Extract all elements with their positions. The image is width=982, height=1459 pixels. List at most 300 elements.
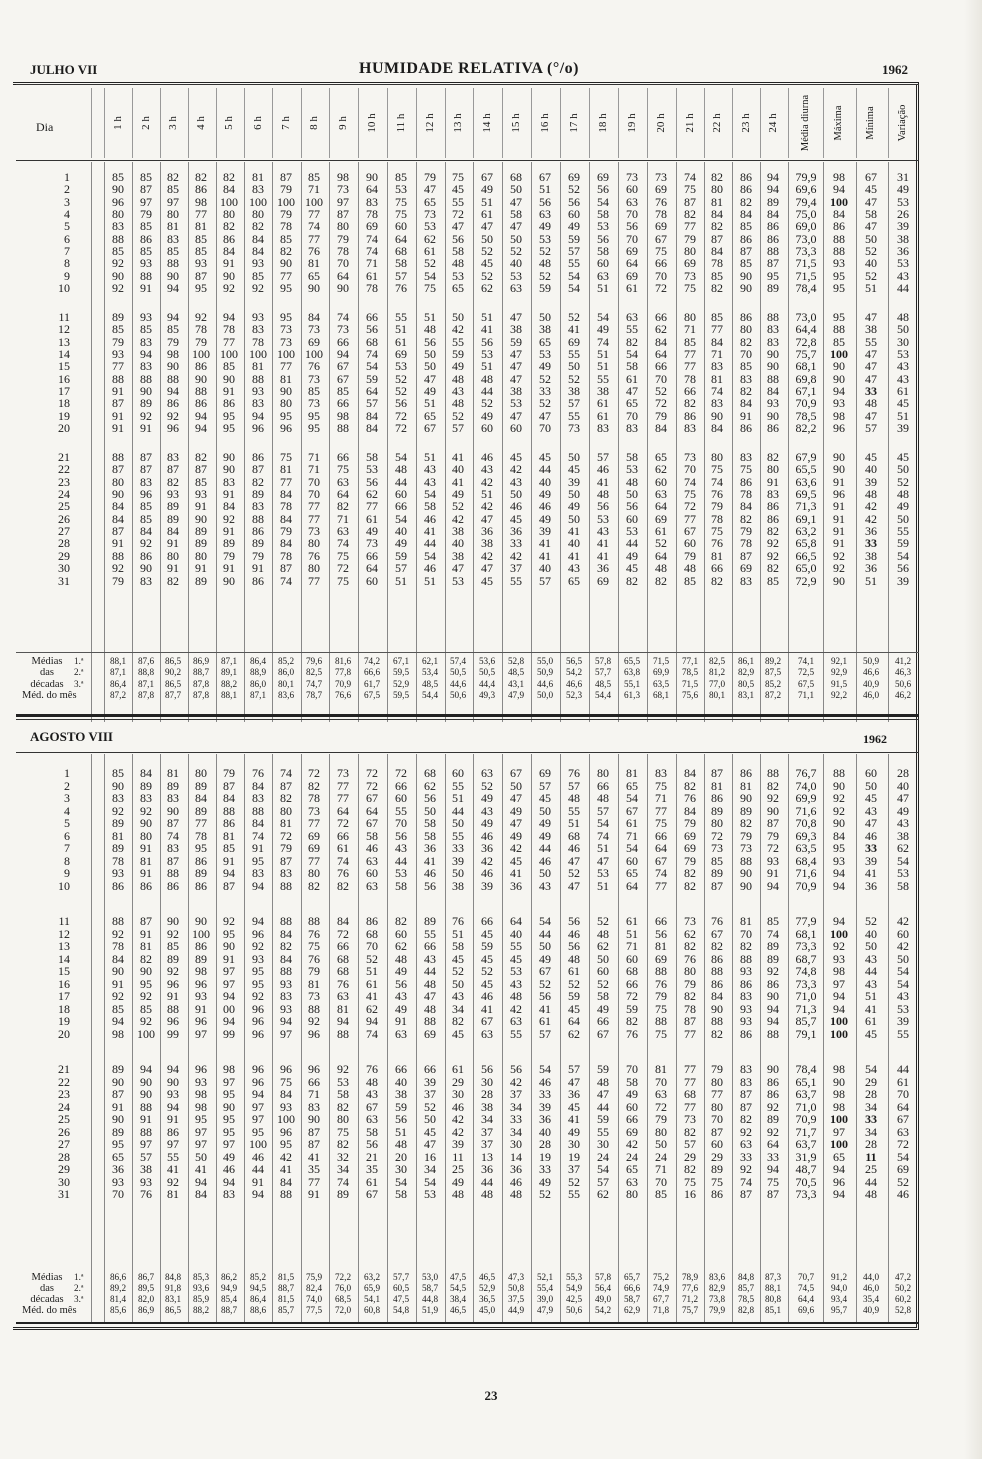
cell-august-r30-c2: 93 xyxy=(140,1174,152,1189)
cell-august-r23-c17: 36 xyxy=(568,1087,580,1101)
cell-july-r10-c20: 72 xyxy=(655,281,667,296)
cell-july-r9-c20: 70 xyxy=(655,268,667,283)
column-divider xyxy=(856,88,857,158)
cell-august-r13-c9: 66 xyxy=(337,939,349,953)
cell-august-r16-c23: 86 xyxy=(740,976,752,991)
cell-july-r1-c26: 98 xyxy=(833,170,845,184)
cell-august-r5-c21: 79 xyxy=(684,816,696,830)
cell-august-r7-c19: 54 xyxy=(626,841,638,855)
august-column-divider xyxy=(560,754,561,1322)
cell-august-r10-c25: 70,9 xyxy=(795,878,817,893)
cell-july-r29-c24: 92 xyxy=(767,548,779,563)
cell-august-r3-c21: 76 xyxy=(684,791,696,805)
cell-july-r15-c20: 66 xyxy=(655,359,667,374)
cell-august-r10-c19: 64 xyxy=(626,878,638,893)
means-july-r2-c12: 53,4 xyxy=(421,667,439,678)
cell-august-r26-c8: 87 xyxy=(308,1124,320,1139)
means-july-r3-c14: 44,4 xyxy=(478,678,496,689)
cell-august-r15-c17: 61 xyxy=(568,964,580,978)
cell-august-r5-c13: 50 xyxy=(452,816,464,830)
cell-august-r2-c6: 84 xyxy=(252,778,264,793)
column-header-25: Média diurna xyxy=(800,94,811,152)
cell-july-r19-c4: 94 xyxy=(195,408,207,423)
cell-july-r27-c2: 84 xyxy=(140,524,152,539)
cell-august-r23-c6: 94 xyxy=(252,1087,264,1101)
july-bottom-rule-2 xyxy=(16,719,919,720)
cell-july-r9-c5: 90 xyxy=(223,268,235,283)
cell-august-r2-c20: 75 xyxy=(655,778,667,793)
cell-july-r21-c25: 67,9 xyxy=(795,450,817,464)
cell-august-r5-c26: 90 xyxy=(833,816,845,830)
cell-july-r10-c5: 92 xyxy=(223,281,235,296)
cell-august-r28-c8: 41 xyxy=(308,1149,320,1164)
cell-july-r6-c16: 53 xyxy=(539,231,551,246)
cell-july-r18-c3: 86 xyxy=(167,396,179,411)
cell-july-r12-c10: 56 xyxy=(366,322,378,337)
cell-july-r28-c26: 91 xyxy=(833,536,845,551)
cell-august-r4-c19: 67 xyxy=(626,803,638,818)
column-divider xyxy=(188,88,189,158)
cell-july-r31-c2: 83 xyxy=(140,573,152,588)
august-column-divider xyxy=(589,754,590,1322)
cell-august-r27-c10: 56 xyxy=(366,1137,378,1151)
cell-july-r5-c17: 49 xyxy=(568,219,580,234)
column-header-28: Variação xyxy=(897,104,908,142)
cell-august-r28-c2: 57 xyxy=(140,1149,152,1164)
cell-august-r24-c19: 60 xyxy=(626,1099,638,1114)
cell-august-r12-c13: 51 xyxy=(452,926,464,941)
means-july-r2-c3: 90,2 xyxy=(164,667,182,678)
cell-july-r10-c14: 62 xyxy=(481,281,493,296)
cell-august-r15-c26: 98 xyxy=(833,964,845,978)
cell-august-r5-c1: 89 xyxy=(112,816,124,830)
cell-july-r28-c6: 89 xyxy=(252,536,264,551)
cell-august-r25-c24: 89 xyxy=(767,1112,779,1126)
cell-july-r14-c9: 94 xyxy=(337,347,349,362)
cell-july-r17-c12: 49 xyxy=(424,384,436,399)
cell-august-r31-c5: 83 xyxy=(223,1187,235,1201)
cell-august-r5-c20: 75 xyxy=(655,816,667,830)
means-label-2: das xyxy=(40,1283,54,1294)
cell-august-r20-c13: 45 xyxy=(452,1026,464,1041)
cell-july-r31-c9: 75 xyxy=(337,573,349,588)
cell-august-r13-c0: 13 xyxy=(58,939,70,953)
column-divider xyxy=(445,88,446,158)
cell-july-r10-c22: 82 xyxy=(711,281,723,296)
cell-august-r11-c2: 87 xyxy=(140,914,152,928)
cell-august-r17-c25: 71,0 xyxy=(795,989,817,1003)
cell-august-r26-c10: 58 xyxy=(366,1124,378,1139)
cell-august-r20-c18: 67 xyxy=(597,1026,609,1041)
cell-august-r30-c13: 49 xyxy=(452,1174,464,1189)
cell-july-r28-c17: 40 xyxy=(568,536,580,551)
cell-july-r9-c4: 87 xyxy=(195,268,207,283)
cell-august-r7-c12: 36 xyxy=(424,841,436,855)
cell-july-r20-c0: 20 xyxy=(58,421,70,436)
cell-july-r19-c3: 92 xyxy=(167,408,179,423)
cell-august-r24-c11: 59 xyxy=(395,1099,407,1114)
cell-july-r27-c7: 79 xyxy=(280,524,292,539)
cell-july-r11-c18: 54 xyxy=(597,310,609,324)
cell-august-r14-c14: 45 xyxy=(481,951,493,966)
cell-july-r14-c7: 100 xyxy=(277,347,295,362)
means-july-r4-c6: 87,1 xyxy=(249,690,267,701)
cell-july-r11-c20: 66 xyxy=(655,310,667,324)
cell-july-r4-c26: 84 xyxy=(833,207,845,222)
cell-august-r31-c7: 88 xyxy=(280,1187,292,1201)
cell-july-r10-c15: 63 xyxy=(510,281,522,296)
cell-august-r9-c14: 46 xyxy=(481,866,493,880)
august-column-divider xyxy=(473,754,474,1322)
cell-august-r10-c23: 90 xyxy=(740,878,752,893)
cell-august-r12-c4: 100 xyxy=(192,926,210,941)
cell-august-r4-c20: 77 xyxy=(655,803,667,818)
cell-july-r26-c19: 60 xyxy=(626,511,638,526)
means-label-2: das xyxy=(40,667,54,679)
cell-august-r12-c2: 91 xyxy=(140,926,152,941)
cell-august-r16-c22: 86 xyxy=(711,976,723,991)
cell-july-r9-c27: 52 xyxy=(865,268,877,283)
cell-july-r1-c28: 31 xyxy=(897,170,909,184)
cell-august-r25-c11: 56 xyxy=(395,1112,407,1126)
cell-august-r27-c17: 30 xyxy=(568,1137,580,1151)
cell-august-r2-c12: 62 xyxy=(424,778,436,793)
cell-august-r2-c14: 52 xyxy=(481,778,493,793)
cell-august-r8-c25: 68,4 xyxy=(795,853,817,868)
cell-july-r23-c19: 48 xyxy=(626,474,638,489)
cell-july-r3-c26: 100 xyxy=(830,194,848,209)
cell-august-r15-c15: 53 xyxy=(510,964,522,978)
cell-august-r23-c0: 23 xyxy=(58,1087,70,1101)
cell-august-r20-c26: 100 xyxy=(830,1026,848,1041)
cell-august-r20-c3: 99 xyxy=(167,1026,179,1041)
cell-august-r28-c13: 11 xyxy=(452,1149,464,1164)
cell-august-r9-c9: 76 xyxy=(337,866,349,880)
cell-august-r20-c1: 98 xyxy=(112,1026,124,1041)
cell-july-r10-c3: 94 xyxy=(167,281,179,296)
cell-august-r5-c23: 82 xyxy=(740,816,752,830)
cell-august-r31-c8: 91 xyxy=(308,1187,320,1201)
cell-august-r22-c19: 58 xyxy=(626,1074,638,1089)
cell-july-r4-c10: 78 xyxy=(366,207,378,222)
cell-august-r24-c5: 90 xyxy=(223,1099,235,1114)
cell-july-r8-c11: 58 xyxy=(395,256,407,271)
cell-august-r22-c15: 42 xyxy=(510,1074,522,1089)
cell-august-r18-c26: 94 xyxy=(833,1001,845,1016)
cell-july-r2-c22: 80 xyxy=(711,182,723,197)
cell-august-r9-c22: 89 xyxy=(711,866,723,880)
cell-august-r30-c24: 75 xyxy=(767,1174,779,1189)
cell-july-r22-c17: 45 xyxy=(568,462,580,477)
cell-august-r24-c10: 67 xyxy=(366,1099,378,1114)
cell-august-r7-c25: 63,5 xyxy=(795,841,817,855)
cell-august-r9-c24: 91 xyxy=(767,866,779,880)
cell-august-r5-c4: 77 xyxy=(195,816,207,830)
cell-august-r2-c4: 89 xyxy=(195,778,207,793)
cell-august-r12-c19: 51 xyxy=(626,926,638,941)
means-july-r4-c18: 54,4 xyxy=(594,690,612,701)
cell-july-r18-c16: 52 xyxy=(539,396,551,411)
cell-july-r23-c20: 60 xyxy=(655,474,667,489)
cell-july-r8-c26: 93 xyxy=(833,256,845,271)
cell-july-r5-c24: 86 xyxy=(767,219,779,234)
cell-august-r30-c9: 74 xyxy=(337,1174,349,1189)
means-july-r2-c25: 72,5 xyxy=(797,667,815,678)
july-column-divider xyxy=(216,162,217,722)
means-july-r3-c18: 48,5 xyxy=(594,678,612,689)
cell-july-r13-c27: 55 xyxy=(865,334,877,349)
cell-august-r28-c14: 13 xyxy=(481,1149,493,1164)
cell-july-r20-c15: 60 xyxy=(510,421,522,436)
cell-august-r18-c28: 53 xyxy=(897,1001,909,1016)
cell-august-r6-c26: 84 xyxy=(833,828,845,843)
cell-july-r3-c1: 96 xyxy=(112,194,124,209)
cell-july-r25-c27: 42 xyxy=(865,499,877,514)
cell-august-r10-c0: 10 xyxy=(58,878,70,893)
cell-july-r10-c25: 78,4 xyxy=(795,281,817,296)
cell-august-r8-c18: 47 xyxy=(597,853,609,868)
cell-august-r27-c18: 30 xyxy=(597,1137,609,1151)
cell-august-r27-c21: 57 xyxy=(684,1137,696,1151)
cell-august-r9-c23: 90 xyxy=(740,866,752,880)
cell-july-r31-c23: 83 xyxy=(740,573,752,588)
cell-august-r28-c5: 49 xyxy=(223,1149,235,1164)
means-july-r2-c21: 78,5 xyxy=(681,667,699,678)
cell-july-r1-c1: 85 xyxy=(112,170,124,184)
cell-august-r26-c6: 95 xyxy=(252,1124,264,1139)
cell-august-r9-c11: 53 xyxy=(395,866,407,880)
cell-august-r23-c10: 43 xyxy=(366,1087,378,1101)
cell-july-r25-c22: 79 xyxy=(711,499,723,514)
cell-july-r6-c24: 86 xyxy=(767,231,779,246)
cell-july-r6-c13: 56 xyxy=(452,231,464,246)
cell-july-r29-c3: 80 xyxy=(167,548,179,563)
cell-august-r28-c15: 14 xyxy=(510,1149,522,1164)
cell-august-r27-c0: 27 xyxy=(58,1137,70,1151)
cell-july-r9-c2: 88 xyxy=(140,268,152,283)
cell-july-r13-c13: 55 xyxy=(452,334,464,349)
cell-july-r26-c2: 85 xyxy=(140,511,152,526)
cell-august-r18-c12: 48 xyxy=(424,1001,436,1016)
cell-august-r17-c18: 58 xyxy=(597,989,609,1003)
cell-august-r20-c28: 55 xyxy=(897,1026,909,1041)
cell-august-r29-c15: 36 xyxy=(510,1162,522,1176)
cell-august-r21-c1: 89 xyxy=(112,1062,124,1076)
cell-august-r10-c21: 82 xyxy=(684,878,696,893)
cell-august-r28-c19: 24 xyxy=(626,1149,638,1164)
cell-august-r5-c5: 86 xyxy=(223,816,235,830)
means-july-r3-c12: 48,5 xyxy=(421,678,439,689)
cell-july-r9-c23: 90 xyxy=(740,268,752,283)
cell-july-r24-c22: 76 xyxy=(711,487,723,502)
cell-august-r27-c23: 63 xyxy=(740,1137,752,1151)
cell-august-r14-c0: 14 xyxy=(58,951,70,966)
cell-july-r4-c9: 87 xyxy=(337,207,349,222)
cell-july-r6-c12: 62 xyxy=(424,231,436,246)
cell-july-r2-c8: 71 xyxy=(308,182,320,197)
cell-august-r3-c17: 48 xyxy=(568,791,580,805)
cell-august-r28-c12: 16 xyxy=(424,1149,436,1164)
means-july-r1-c14: 53,6 xyxy=(478,656,496,666)
cell-august-r5-c27: 47 xyxy=(865,816,877,830)
cell-july-r12-c24: 83 xyxy=(767,322,779,337)
august-column-divider xyxy=(856,754,857,1322)
cell-august-r23-c2: 90 xyxy=(140,1087,152,1101)
means-july-r1-c6: 86,4 xyxy=(249,656,267,666)
cell-july-r7-c27: 52 xyxy=(865,244,877,259)
cell-august-r1-c12: 68 xyxy=(424,766,436,780)
cell-july-r4-c6: 80 xyxy=(252,207,264,222)
cell-august-r30-c22: 75 xyxy=(711,1174,723,1189)
column-header-9: 9 h xyxy=(337,116,349,130)
cell-august-r2-c8: 82 xyxy=(308,778,320,793)
means-august-r2-c8: 82,4 xyxy=(305,1283,323,1293)
cell-august-r22-c22: 80 xyxy=(711,1074,723,1089)
cell-july-r3-c14: 51 xyxy=(481,194,493,209)
cell-july-r20-c22: 84 xyxy=(711,421,723,436)
cell-july-r24-c6: 89 xyxy=(252,487,264,502)
cell-august-r31-c1: 70 xyxy=(112,1187,124,1201)
cell-july-r2-c7: 79 xyxy=(280,182,292,197)
cell-july-r5-c23: 85 xyxy=(740,219,752,234)
cell-july-r20-c6: 96 xyxy=(252,421,264,436)
cell-august-r13-c6: 92 xyxy=(252,939,264,953)
cell-july-r30-c3: 91 xyxy=(167,561,179,576)
cell-july-r7-c1: 85 xyxy=(112,244,124,259)
means-july-r1-c20: 71,5 xyxy=(652,656,670,666)
cell-august-r10-c16: 43 xyxy=(539,878,551,893)
cell-august-r26-c22: 87 xyxy=(711,1124,723,1139)
cell-august-r6-c23: 79 xyxy=(740,828,752,843)
cell-july-r27-c6: 86 xyxy=(252,524,264,539)
cell-july-r27-c3: 84 xyxy=(167,524,179,539)
cell-july-r10-c11: 76 xyxy=(395,281,407,296)
cell-july-r13-c1: 79 xyxy=(112,334,124,349)
cell-july-r31-c16: 57 xyxy=(539,573,551,588)
cell-july-r20-c3: 96 xyxy=(167,421,179,436)
cell-august-r15-c13: 52 xyxy=(452,964,464,978)
cell-july-r27-c13: 38 xyxy=(452,524,464,539)
cell-august-r16-c16: 52 xyxy=(539,976,551,991)
cell-august-r23-c7: 84 xyxy=(280,1087,292,1101)
cell-august-r6-c7: 72 xyxy=(280,828,292,843)
cell-august-r4-c10: 64 xyxy=(366,803,378,818)
means-august-r1-c10: 63,2 xyxy=(363,1272,381,1282)
cell-july-r26-c23: 82 xyxy=(740,511,752,526)
cell-august-r2-c3: 89 xyxy=(167,778,179,793)
cell-august-r8-c23: 88 xyxy=(740,853,752,868)
august-column-divider xyxy=(618,754,619,1322)
cell-july-r15-c2: 83 xyxy=(140,359,152,374)
cell-july-r15-c5: 85 xyxy=(223,359,235,374)
means-august-r1-c1: 86,6 xyxy=(109,1272,127,1282)
means-july-r1-c1: 88,1 xyxy=(109,656,127,666)
cell-july-r8-c16: 48 xyxy=(539,256,551,271)
cell-august-r22-c0: 22 xyxy=(58,1074,70,1089)
cell-july-r28-c27: 33 xyxy=(865,536,877,551)
cell-july-r27-c8: 73 xyxy=(308,524,320,539)
cell-august-r2-c9: 77 xyxy=(337,778,349,793)
cell-august-r12-c7: 84 xyxy=(280,926,292,941)
column-header-22: 22 h xyxy=(711,113,723,133)
cell-july-r25-c2: 85 xyxy=(140,499,152,514)
cell-july-r1-c20: 73 xyxy=(655,170,667,184)
means-july-r1-c27: 50,9 xyxy=(862,656,880,666)
cell-july-r14-c27: 47 xyxy=(865,347,877,362)
cell-july-r24-c3: 93 xyxy=(167,487,179,502)
cell-august-r27-c28: 72 xyxy=(897,1137,909,1151)
august-column-divider xyxy=(502,754,503,1322)
cell-august-r8-c11: 44 xyxy=(395,853,407,868)
cell-july-r26-c26: 91 xyxy=(833,511,845,526)
cell-july-r18-c27: 48 xyxy=(865,396,877,411)
cell-august-r4-c5: 88 xyxy=(223,803,235,818)
means-july-r2-c7: 86,0 xyxy=(277,667,295,678)
cell-august-r9-c12: 46 xyxy=(424,866,436,880)
cell-july-r15-c13: 49 xyxy=(452,359,464,374)
cell-august-r19-c7: 94 xyxy=(280,1014,292,1028)
cell-august-r27-c12: 47 xyxy=(424,1137,436,1151)
august-column-divider xyxy=(301,754,302,1322)
cell-august-r22-c27: 29 xyxy=(865,1074,877,1089)
cell-july-r27-c25: 63,2 xyxy=(795,524,817,539)
cell-august-r24-c21: 77 xyxy=(684,1099,696,1114)
cell-august-r31-c26: 94 xyxy=(833,1187,845,1201)
cell-august-r30-c26: 96 xyxy=(833,1174,845,1189)
means-july-r4-c1: 87,2 xyxy=(109,690,127,701)
cell-august-r31-c25: 73,3 xyxy=(795,1187,817,1201)
means-august-r2-c1: 89,2 xyxy=(109,1283,127,1293)
cell-july-r3-c17: 56 xyxy=(568,194,580,209)
cell-july-r11-c27: 47 xyxy=(865,310,877,324)
cell-july-r24-c12: 54 xyxy=(424,487,436,502)
means-july-r2-c5: 89,1 xyxy=(220,667,238,678)
cell-july-r2-c28: 49 xyxy=(897,182,909,197)
cell-august-r24-c20: 72 xyxy=(655,1099,667,1114)
cell-august-r25-c17: 41 xyxy=(568,1112,580,1126)
cell-july-r11-c28: 48 xyxy=(897,310,909,324)
july-column-divider xyxy=(888,162,889,722)
cell-august-r27-c3: 97 xyxy=(167,1137,179,1151)
cell-july-r10-c7: 95 xyxy=(280,281,292,296)
cell-july-r23-c24: 91 xyxy=(767,474,779,489)
cell-july-r17-c8: 85 xyxy=(308,384,320,399)
cell-august-r31-c10: 67 xyxy=(366,1187,378,1201)
cell-august-r4-c12: 50 xyxy=(424,803,436,818)
cell-july-r13-c11: 61 xyxy=(395,334,407,349)
column-divider xyxy=(387,88,388,158)
cell-august-r24-c4: 98 xyxy=(195,1099,207,1114)
cell-july-r18-c21: 82 xyxy=(684,396,696,411)
cell-july-r25-c24: 86 xyxy=(767,499,779,514)
cell-august-r3-c26: 92 xyxy=(833,791,845,805)
cell-august-r10-c20: 77 xyxy=(655,878,667,893)
august-column-divider xyxy=(888,754,889,1322)
means-label-1: Médias xyxy=(31,1272,63,1283)
cell-july-r12-c18: 49 xyxy=(597,322,609,337)
july-column-divider xyxy=(618,162,619,722)
cell-august-r28-c0: 28 xyxy=(58,1149,70,1164)
cell-july-r22-c1: 87 xyxy=(112,462,124,477)
cell-august-r13-c11: 62 xyxy=(395,939,407,953)
cell-july-r17-c24: 84 xyxy=(767,384,779,399)
means-july-r3-c4: 87,8 xyxy=(192,678,210,689)
column-header-14: 14 h xyxy=(481,113,493,133)
cell-august-r3-c25: 69,9 xyxy=(795,791,817,805)
cell-august-r10-c26: 94 xyxy=(833,878,845,893)
cell-july-r16-c0: 16 xyxy=(58,371,70,386)
cell-august-r13-c1: 78 xyxy=(112,939,124,953)
